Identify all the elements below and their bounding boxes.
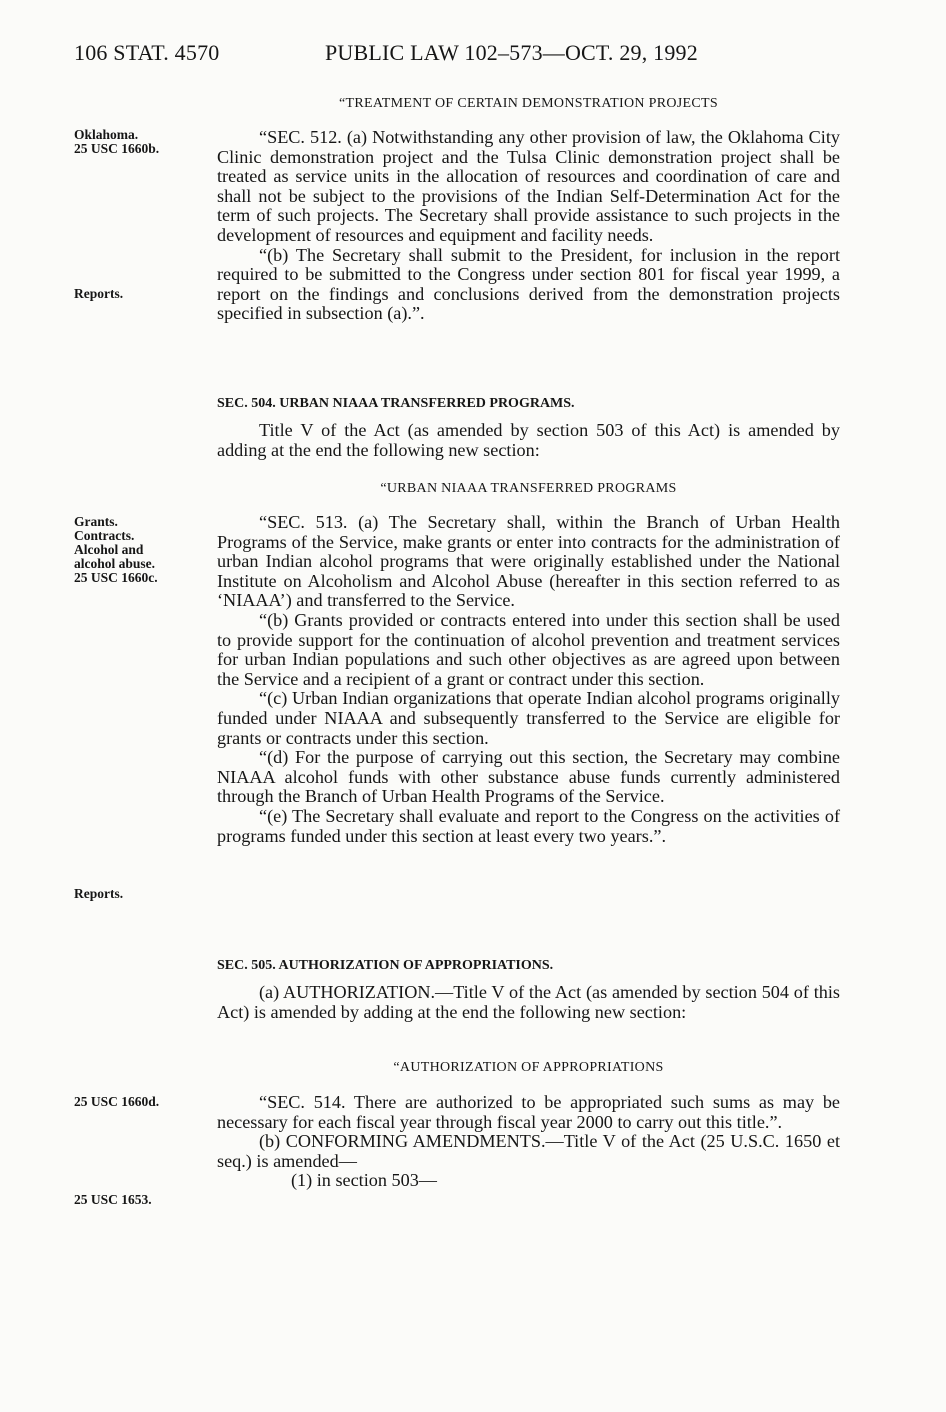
sec-512-a: “SEC. 512. (a) Notwithstanding any other provision of law, the Oklahoma City Clinic demonstration project and the Tulsa Clinic demonstration project shall be treated as service units in the allocation of resources and coordination of care and shall not be subject to the provisions of the Indian Self-Determination Act for the term of such projects. The Secretary shall provide assistance to such projects in the development of resources and equipment and facility needs. xyxy=(217,127,840,245)
sec-505-heading: SEC. 505. AUTHORIZATION OF APPROPRIATIONS. xyxy=(217,958,554,973)
heading-treatment-demonstration-projects: “TREATMENT OF CERTAIN DEMONSTRATION PROJECTS xyxy=(339,96,718,111)
margin-note-reports: Reports. xyxy=(74,886,124,901)
sec-514-text: “SEC. 514. There are authorized to be appropriated such sums as may be necessary for each fiscal year through fiscal year 2000 to carry out this title.”. xyxy=(217,1092,840,1132)
page-stat-number: 106 STAT. 4570 xyxy=(74,40,220,65)
margin-note-grants: Grants. Contracts. Alcohol and alcohol abuse. 25 USC 1660c. xyxy=(74,514,158,585)
item-1-section-503: (1) in section 503— xyxy=(291,1170,437,1191)
sec-505-a: (a) AUTHORIZATION.—Title V of the Act (as amended by section 504 of this Act) is amended by adding at the end the following new section: xyxy=(217,982,840,1022)
margin-note-reports: Reports. xyxy=(74,286,124,301)
sec-513-d: “(d) For the purpose of carrying out this section, the Secretary may combine NIAAA alcohol funds with other substance abuse funds currently administered through the Branch of Urban Health Programs of the Service. xyxy=(217,747,840,807)
sec-512-b: “(b) The Secretary shall submit to the President, for inclusion in the report required to be submitted to the Congress under section 801 for fiscal year 1999, a report on the findings and conclusions derived from the demonstration projects specified in subsection (a).”. xyxy=(217,244,840,324)
heading-authorization-of-appropriations: “AUTHORIZATION OF APPROPRIATIONS xyxy=(393,1060,664,1075)
margin-note-usc-1653: 25 USC 1653. xyxy=(74,1192,152,1207)
sec-504-heading: SEC. 504. URBAN NIAAA TRANSFERRED PROGRAMS. xyxy=(217,396,575,411)
sec-514-and-amendments xyxy=(217,1093,840,1191)
sec-513-e: “(e) The Secretary shall evaluate and report to the Congress on the activities of programs funded under this section at least every two years.”. xyxy=(217,805,840,846)
sec-512-text xyxy=(217,128,840,324)
margin-note-oklahoma: Oklahoma. 25 USC 1660b. xyxy=(74,127,160,156)
page-running-head: PUBLIC LAW 102–573—OCT. 29, 1992 xyxy=(325,40,698,65)
sec-513-c: “(c) Urban Indian organizations that operate Indian alcohol programs originally funded under NIAAA and subsequently transferred to the Service are eligible for grants or contracts under this section. xyxy=(217,688,840,748)
sec-504-intro: Title V of the Act (as amended by section 503 of this Act) is amended by adding at the end the following new section: xyxy=(217,420,840,460)
sec-513-a: “SEC. 513. (a) The Secretary shall, within the Branch of Urban Health Programs of the Service, make grants or enter into contracts for the administration of urban Indian alcohol programs that were originally established under the National Institute on Alcoholism and Alcohol Abuse (hereafter in this section referred to as ‘NIAAA’) and transferred to the Service. xyxy=(217,512,840,611)
sec-513-text xyxy=(217,513,840,846)
heading-urban-niaaa-programs: “URBAN NIAAA TRANSFERRED PROGRAMS xyxy=(380,481,677,496)
sec-505-b: (b) CONFORMING AMENDMENTS.—Title V of the Act (25 U.S.C. 1650 et seq.) is amended— xyxy=(217,1131,840,1171)
sec-513-b: “(b) Grants provided or contracts entered into under this section shall be used to provide support for the continuation of alcohol prevention and treatment services for urban Indian populations and such other objectives as are agreed upon between the Service and a recipient of a grant or contract under this section. xyxy=(217,609,840,689)
margin-note-usc-1660d: 25 USC 1660d. xyxy=(74,1094,160,1109)
